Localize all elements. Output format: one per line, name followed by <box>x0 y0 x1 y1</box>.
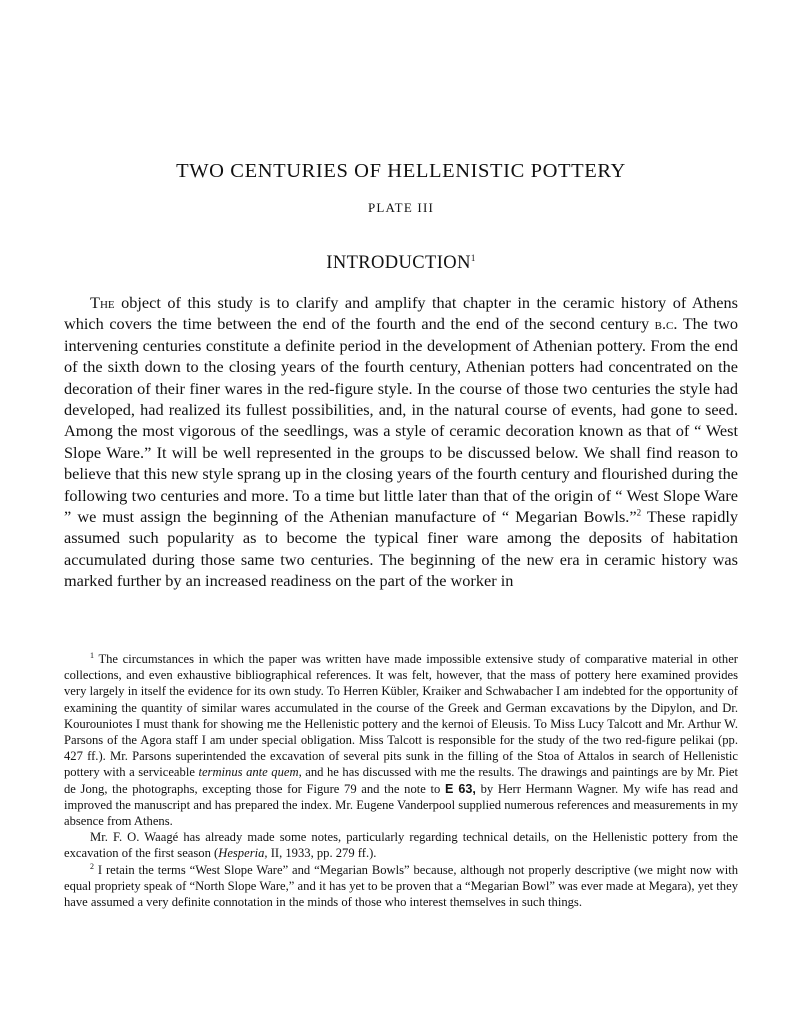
footnote-1-italic: terminus ante quem, <box>198 765 302 780</box>
bc-abbrev: b.c. <box>654 314 678 334</box>
footnote-1-continued <box>64 829 738 861</box>
body-text-2: The two intervening centuries constitute a definite period in the development of Athenian pottery. From the end of the sixth down to the closing years of the fourth century, Athenian potters had concentrated on the decoration of their finer wares in the red-figure style. In the course of those two centuries the style had developed, had realized its fullest possibilities, and, in the natural course of events, had gone to seed. Among the most vigorous of the seedlings, was a style of ceramic decoration known as that of “ West Slope Ware.” It will be well represented in the groups to be discussed below. We shall find reason to believe that this new style sprang up in the closing years of the fourth century and flourished during the following two centuries and more. To a time but little later than that of the origin of “ West Slope Ware ” we must assign the beginning of the Athenian manufacture of “ Megarian Bowls.” <box>64 314 738 527</box>
footnote-2-text: I retain the terms “West Slope Ware” and “Megarian Bowls” because, although not properly descriptive (we might now with equal propriety speak of “North Slope Ware,” and it has yet to be proven that a “Megarian Bowl” was ever made at Megara), yet they have assumed a very definite connotation in the minds of those who interest themselves in such things. <box>64 862 738 910</box>
footnote-1b-text-b: II, 1933, pp. 279 ff.). <box>267 846 377 861</box>
footnote-mark-1: 1 <box>90 650 94 660</box>
footnote-ref-1[interactable]: 1 <box>470 252 476 263</box>
lead-word: The <box>90 293 115 312</box>
plate-label: PLATE III <box>367 200 435 215</box>
footnote-1-text-c: by Herr Hermann Wagner. My wife has read and improved the manuscript and has prepared the index. Mr. Eugene Vanderpool supplied numerous references and measurements in my absence from Athens. <box>64 781 738 829</box>
article-title: TWO CENTURIES OF HELLENISTIC POTTERY <box>176 160 626 182</box>
footnote-1b-text-a: Mr. F. O. Waagé has already made some notes, particularly regarding technical details, on the Hellenistic pottery from the excavation of the first season ( <box>64 830 738 861</box>
footnote-1 <box>64 651 738 829</box>
body-text-3: These rapidly assumed such popularity as to become the typical finer ware among the deposits of habitation accumulated during those same two centuries. The beginning of the new era in ceramic history was marked further by an increased readiness on the part of the worker in <box>64 507 738 591</box>
footnote-2 <box>64 862 738 911</box>
footnote-ref-2[interactable]: 2 <box>636 507 642 518</box>
body-paragraph <box>64 292 738 592</box>
footnotes <box>64 651 738 910</box>
footnote-1b-italic: Hesperia, <box>218 846 268 861</box>
footnote-1-text-b: and he has discussed with me the results. The drawings and paintings are by Mr. Piet de Jong, the photographs, excepting those for Figure 79 and the note to <box>64 765 738 796</box>
section-heading-text: INTRODUCTION <box>326 253 471 273</box>
footnote-mark-2: 2 <box>90 861 94 871</box>
section-heading <box>64 253 738 274</box>
footnote-1-text-a: The circumstances in which the paper was written have made impossible extensive study of comparative material in other collections, and even exhaustive bibliographical references. It was felt, however, that the mass of pottery here examined provides very largely in itself the evidence for its own study. To Herren Kübler, Kraiker and Schwabacher I am indebted for the opportunity of examining the quantity of similar wares accumulated in the course of the Greek and German excavations by the Dipylon, and Dr. Kourouniotes I must thank for showing me the Hellenistic pottery and the kernoi of Eleusis. To Miss Lucy Talcott and Mr. Arthur W. Parsons of the Agora staff I am under special obligation. Miss Talcott is responsible for the study of the two red-figure pelikai (pp. 427 ff.). Mr. Parsons superintended the excavation of several pits sunk in the filling of the Stoa of Attalos in search of Hellenistic pottery with a serviceable <box>64 652 738 780</box>
body-text-1: object of this study is to clarify and amplify that chapter in the ceramic history of Athens which covers the time between the end of the fourth and the end of the second century <box>64 293 738 334</box>
catalogue-ref[interactable]: E 63, <box>445 781 476 796</box>
